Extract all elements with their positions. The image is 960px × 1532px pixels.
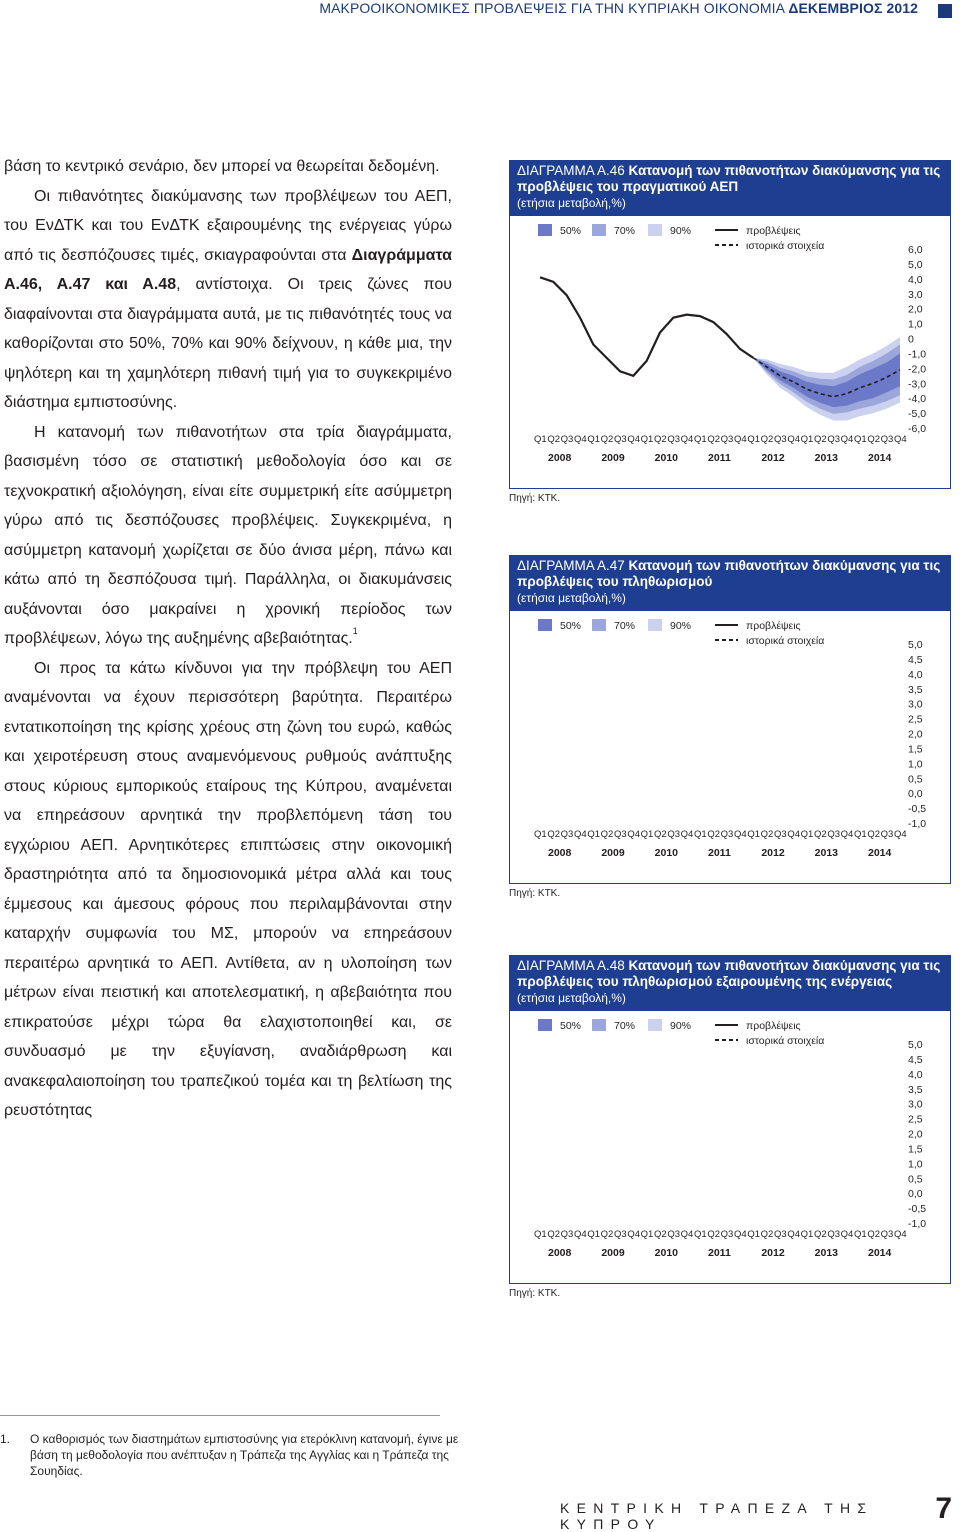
chart-a47 xyxy=(509,555,951,899)
legend-swatch-b50 xyxy=(538,1019,552,1031)
x-tick-quarter: Q3 xyxy=(614,1229,627,1240)
x-tick-quarter: Q4 xyxy=(787,829,801,840)
legend-historical-label: ιστορικά στοιχεία xyxy=(746,635,825,647)
x-tick-quarter: Q3 xyxy=(774,829,787,840)
x-tick-quarter: Q1 xyxy=(534,829,547,840)
x-tick-quarter: Q3 xyxy=(880,434,894,445)
legend-label-b70: 70% xyxy=(614,1020,636,1032)
x-tick-quarter: Q3 xyxy=(774,1229,787,1240)
legend-swatch-b70 xyxy=(592,619,606,631)
x-tick-quarter: Q1 xyxy=(587,1229,601,1240)
x-tick-quarter: Q3 xyxy=(774,434,787,445)
x-tick-quarter: Q2 xyxy=(547,1229,561,1240)
x-tick-quarter: Q3 xyxy=(667,1229,681,1240)
y-tick-label: 3,0 xyxy=(908,288,923,301)
x-tick-quarter: Q4 xyxy=(680,434,694,445)
x-tick-quarter: Q2 xyxy=(600,1229,614,1240)
x-tick-year: 2010 xyxy=(654,1247,679,1259)
x-tick-quarter: Q4 xyxy=(680,829,694,840)
x-tick-quarter: Q2 xyxy=(867,829,881,840)
x-tick-quarter: Q4 xyxy=(574,829,587,840)
x-tick-year: 2013 xyxy=(814,1247,839,1259)
x-tick-quarter: Q3 xyxy=(614,829,627,840)
historical-series-line xyxy=(540,277,753,375)
y-tick-label: 1,0 xyxy=(908,758,923,771)
chart-title-bar: ΔΙΑΓΡΑΜΜΑ Α.46 Κατανομή των πιθανοτήτων διακύμανσης για τις προβλέψεις του πραγματικού ΑΕΠ (ετήσια μεταβολή,%) xyxy=(509,160,951,215)
x-tick-quarter: Q4 xyxy=(734,829,747,840)
y-tick-label: 5,0 xyxy=(908,1039,923,1051)
legend-label-b90: 90% xyxy=(670,620,692,632)
legend-forecast-label: προβλέψεις xyxy=(746,225,801,237)
legend-swatch-b50 xyxy=(538,619,552,631)
x-tick-quarter: Q4 xyxy=(787,434,801,445)
chart-source: Πηγή: ΚΤΚ. xyxy=(509,1288,561,1299)
x-tick-quarter: Q1 xyxy=(694,1229,707,1240)
x-tick-quarter: Q1 xyxy=(694,829,707,840)
x-tick-quarter: Q3 xyxy=(827,434,841,445)
x-tick-year: 2012 xyxy=(761,1247,785,1259)
header-edition: ΔΕΚΕΜΒΡΙΟΣ 2012 xyxy=(788,0,918,16)
y-tick-label: -1,0 xyxy=(908,348,927,361)
x-tick-quarter: Q3 xyxy=(827,1229,841,1240)
x-tick-quarter: Q4 xyxy=(734,434,747,445)
y-tick-label: 2,5 xyxy=(908,1113,923,1126)
x-tick-quarter: Q1 xyxy=(747,1229,761,1240)
legend-historical-label: ιστορικά στοιχεία xyxy=(746,240,825,252)
y-tick-label: 0,5 xyxy=(908,1173,923,1186)
x-tick-quarter: Q1 xyxy=(747,829,761,840)
x-tick-quarter: Q2 xyxy=(707,434,721,445)
legend-label-b90: 90% xyxy=(670,1020,692,1032)
y-tick-label: 4,5 xyxy=(908,1053,923,1066)
x-tick-year: 2008 xyxy=(548,847,572,859)
x-tick-quarter: Q3 xyxy=(560,829,574,840)
y-tick-label: -5,0 xyxy=(908,408,927,421)
footnote-rule xyxy=(0,1415,440,1416)
x-tick-quarter: Q1 xyxy=(640,1229,654,1240)
y-tick-label: 3,5 xyxy=(908,683,923,696)
y-tick-label: 4,0 xyxy=(908,668,923,681)
y-tick-label: 3,0 xyxy=(908,698,923,711)
x-tick-year: 2010 xyxy=(654,452,679,464)
legend-historical-label: ιστορικά στοιχεία xyxy=(746,1035,825,1047)
body-text xyxy=(4,152,452,1126)
footnote-text: Ο καθορισμός των διαστημάτων εμπιστοσύνης για ετερόκλινη κατανομή, έγινε με βάση τη μεθοδολογία που ανέπτυξαν η Τράπεζα της Αγγλίας και η Τράπεζα της Σουηδίας. xyxy=(30,1432,459,1478)
legend-swatch-b50 xyxy=(538,224,552,236)
y-tick-label: 1,0 xyxy=(908,318,923,331)
x-tick-quarter: Q2 xyxy=(760,1229,774,1240)
x-tick-quarter: Q4 xyxy=(894,829,907,840)
footnote-marker: 1 xyxy=(352,626,358,636)
y-tick-label: 5,0 xyxy=(908,639,923,651)
x-tick-quarter: Q4 xyxy=(574,1229,587,1240)
x-tick-quarter: Q1 xyxy=(640,434,654,445)
x-tick-quarter: Q2 xyxy=(760,434,774,445)
x-tick-year: 2013 xyxy=(814,452,839,464)
legend-swatch-b90 xyxy=(648,619,662,631)
x-tick-quarter: Q3 xyxy=(614,434,627,445)
x-tick-quarter: Q1 xyxy=(587,434,601,445)
paragraph-1: βάση το κεντρικό σενάριο, δεν μπορεί να θεωρείται δεδομένη. xyxy=(4,158,440,175)
x-tick-quarter: Q4 xyxy=(894,434,907,445)
y-tick-label: -3,0 xyxy=(908,378,927,391)
x-tick-quarter: Q4 xyxy=(627,434,641,445)
y-tick-label: -4,0 xyxy=(908,393,927,406)
paragraph-2: Οι πιθανότητες διακύμανσης των προβλέψεων του ΑΕΠ, του ΕνΔΤΚ και του ΕνΔΤΚ εξαιρουμένης της ενέργειας γύρω από τις δεσπόζουσες τιμές, σκιαγραφούνται στα Διαγράμματα Α.46, Α.47 και Α.48, αντίστοιχα. Οι τρεις ζώνες που διαφαίνονται στα διαγράμματα αυτά, με τις πιθανότητές τους να καθορίζονται στο 50%, 70% και 90% δείχνουν, η κάθε μια, την ψηλότερη και τη χαμηλότερη πιθανή τιμή για το συγκεκριμένο διάστημα εμπιστοσύνης. xyxy=(4,187,453,411)
footer-bank-name: ΚΕΝΤΡΙΚΗ ΤΡΑΠΕΖΑ ΤΗΣ ΚΥΠΡΟΥ xyxy=(560,1500,874,1532)
x-tick-year: 2008 xyxy=(548,452,572,464)
x-tick-quarter: Q4 xyxy=(627,1229,641,1240)
chart-source: Πηγή: ΚΤΚ. xyxy=(509,888,561,899)
x-tick-quarter: Q3 xyxy=(720,434,734,445)
y-tick-label: 1,5 xyxy=(908,743,923,756)
chart-source: Πηγή: ΚΤΚ. xyxy=(509,493,561,504)
x-tick-year: 2014 xyxy=(868,452,892,464)
x-tick-quarter: Q2 xyxy=(814,829,827,840)
y-tick-label: 3,0 xyxy=(908,1098,923,1111)
y-tick-label: 1,0 xyxy=(908,1158,923,1171)
x-tick-quarter: Q1 xyxy=(800,1229,814,1240)
y-tick-label: -0,5 xyxy=(908,803,927,816)
x-tick-quarter: Q4 xyxy=(734,1229,747,1240)
legend-forecast-label: προβλέψεις xyxy=(746,1020,801,1032)
chart-frame xyxy=(509,215,951,489)
x-tick-quarter: Q1 xyxy=(640,829,654,840)
x-tick-quarter: Q2 xyxy=(707,829,721,840)
y-tick-label: 2,0 xyxy=(908,1128,923,1141)
x-tick-quarter: Q4 xyxy=(840,1229,854,1240)
page-number: 7 xyxy=(935,1492,952,1525)
x-tick-quarter: Q1 xyxy=(854,1229,867,1240)
x-tick-quarter: Q2 xyxy=(814,1229,827,1240)
x-tick-year: 2009 xyxy=(601,847,625,859)
x-tick-quarter: Q4 xyxy=(787,1229,801,1240)
x-tick-year: 2008 xyxy=(548,1247,572,1259)
x-tick-quarter: Q3 xyxy=(667,434,681,445)
chart-frame xyxy=(509,610,951,884)
y-tick-label: -0,5 xyxy=(908,1203,927,1216)
chart-title-bar: ΔΙΑΓΡΑΜΜΑ Α.48 Κατανομή των πιθανοτήτων διακύμανσης για τις προβλέψεις του πληθωρισμού εξαιρουμένης της ενέργειας (ετήσια μεταβολή,%) xyxy=(509,955,951,1010)
x-tick-quarter: Q2 xyxy=(654,434,667,445)
x-tick-quarter: Q4 xyxy=(574,434,587,445)
y-tick-label: -1,0 xyxy=(908,1218,927,1230)
x-tick-year: 2009 xyxy=(601,1247,625,1259)
paragraph-4: Οι προς τα κάτω κίνδυνοι για την πρόβλεψη του ΑΕΠ αναμένονται να έχουν περισσότερη βαρύτητα. Περαιτέρω εντατικοποίηση της κρίσης χρέους στη ζώνη του ευρώ, καθώς και χειροτέρευση στους αναμενόμενους ρυθμούς ανάπτυξης στους κύριους εμπορικούς εταίρους της Κύπρου, αναμένεται να επηρεάσουν αρνητικά την προβλεπόμενη τάση του εγχώριου ΑΕΠ. Αρνητικότερες επιπτώσεις στην οικονομική δραστηριότητα από τα δημοσιονομικά μέτρα αλλά και τους έμμεσους και άμεσους φόρους που περιλαμβάνονται στην καταρχήν συμφωνία του ΜΣ, μπορούν να επηρεάσουν περαιτέρω αρνητικά το ΑΕΠ. Αντίθετα, αν η υλοποίηση των μέτρων είναι πειστική και αποτελεσματική, η αβεβαιότητα που επικρατούσε μέχρι τώρα θα ελαχιστοποιηθεί και, σε συνδυασμό με την εξυγίανση, αναδιάρθρωση και ανακεφαλαιοποίηση του τραπεζικού τομέα και τη βελτίωση της ρευστότητας xyxy=(4,659,452,1119)
chart-title-bar: ΔΙΑΓΡΑΜΜΑ Α.47 Κατανομή των πιθανοτήτων διακύμανσης για τις προβλέψεις του πληθωρισμού (ετήσια μεταβολή,%) xyxy=(509,555,951,610)
y-tick-label: 4,0 xyxy=(908,273,923,286)
x-tick-quarter: Q4 xyxy=(680,1229,694,1240)
x-tick-quarter: Q3 xyxy=(880,829,894,840)
x-tick-quarter: Q3 xyxy=(720,1229,734,1240)
footnote xyxy=(0,1431,460,1479)
y-tick-label: 4,0 xyxy=(908,1068,923,1081)
x-tick-quarter: Q1 xyxy=(800,434,814,445)
x-tick-year: 2011 xyxy=(708,452,731,464)
x-tick-quarter: Q4 xyxy=(840,829,854,840)
x-tick-quarter: Q3 xyxy=(720,829,734,840)
header-square-marker xyxy=(938,4,952,18)
x-tick-quarter: Q3 xyxy=(560,434,574,445)
legend-label-b50: 50% xyxy=(560,620,582,632)
x-tick-quarter: Q1 xyxy=(694,434,707,445)
x-tick-year: 2014 xyxy=(868,1247,892,1259)
y-tick-label: 6,0 xyxy=(908,244,923,256)
x-tick-quarter: Q2 xyxy=(867,434,881,445)
x-tick-quarter: Q2 xyxy=(707,1229,721,1240)
y-tick-label: 3,5 xyxy=(908,1083,923,1096)
x-tick-year: 2009 xyxy=(601,452,625,464)
chart-a48 xyxy=(509,955,951,1299)
x-tick-year: 2014 xyxy=(868,847,892,859)
x-tick-quarter: Q2 xyxy=(654,1229,667,1240)
chart-reference: Διαγράμματα Α.46, Α.47 και Α.48 xyxy=(4,246,452,293)
legend-forecast-label: προβλέψεις xyxy=(746,620,801,632)
y-tick-label: 0,5 xyxy=(908,773,923,786)
x-tick-quarter: Q4 xyxy=(840,434,854,445)
x-tick-quarter: Q3 xyxy=(560,1229,574,1240)
x-tick-quarter: Q3 xyxy=(880,1229,894,1240)
legend-swatch-b90 xyxy=(648,224,662,236)
y-tick-label: -2,0 xyxy=(908,363,927,376)
legend-label-b50: 50% xyxy=(560,1020,582,1032)
paragraph-3: Η κατανομή των πιθανοτήτων στα τρία διαγράμματα, βασισμένη τόσο σε στατιστική μεθοδολογία όσο και σε τεχνοκρατική αξιολόγηση, είναι είτε συμμετρική είτε ασύμμετρη γύρω από τις δεσπόζουσες προβλέψεις. Συγκεκριμένα, η ασύμμετρη κατανομή χωρίζεται σε δύο άνισα μέρη, πάνω και κάτω από τη δεσπόζουσα τιμή. Παράλληλα, οι διακυμάνσεις αυξάνονται όσο μακραίνει η χρονική περίοδος των προβλέψεων, λόγω της αυξημένης αβεβαιότητας.$^1$ xyxy=(4,423,452,647)
chart-frame xyxy=(509,1010,951,1284)
x-tick-quarter: Q1 xyxy=(800,829,814,840)
x-tick-year: 2011 xyxy=(708,847,731,859)
legend-label-b50: 50% xyxy=(560,225,582,237)
x-tick-quarter: Q1 xyxy=(534,1229,547,1240)
y-tick-label: 0,0 xyxy=(908,1188,923,1201)
y-tick-label: -1,0 xyxy=(908,818,927,830)
legend-label-b70: 70% xyxy=(614,620,636,632)
x-tick-year: 2012 xyxy=(761,847,785,859)
chart-a46 xyxy=(509,160,951,504)
x-tick-year: 2012 xyxy=(761,452,785,464)
x-tick-quarter: Q2 xyxy=(600,434,614,445)
x-tick-quarter: Q4 xyxy=(627,829,641,840)
x-tick-quarter: Q1 xyxy=(534,434,547,445)
legend-swatch-b90 xyxy=(648,1019,662,1031)
x-tick-year: 2013 xyxy=(814,847,839,859)
x-tick-quarter: Q1 xyxy=(854,434,867,445)
footnote-number: 1. xyxy=(0,1432,11,1446)
legend-label-b70: 70% xyxy=(614,225,636,237)
y-tick-label: 4,5 xyxy=(908,653,923,666)
running-header xyxy=(300,0,944,22)
x-tick-quarter: Q2 xyxy=(867,1229,881,1240)
header-title: ΜΑΚΡΟΟΙΚΟΝΟΜΙΚΕΣ ΠΡΟΒΛΕΨΕΙΣ ΓΙΑ ΤΗΝ ΚΥΠΡΙΑΚΗ ΟΙΚΟΝΟΜΙΑ xyxy=(319,0,785,16)
y-tick-label: 2,5 xyxy=(908,713,923,726)
x-tick-quarter: Q2 xyxy=(654,829,667,840)
legend-label-b90: 90% xyxy=(670,225,692,237)
x-tick-quarter: Q2 xyxy=(760,829,774,840)
y-tick-label: 0 xyxy=(908,333,914,346)
y-tick-label: -6,0 xyxy=(908,423,927,435)
x-tick-quarter: Q3 xyxy=(827,829,841,840)
y-tick-label: 0,0 xyxy=(908,788,923,801)
y-tick-label: 5,0 xyxy=(908,258,923,271)
x-tick-quarter: Q4 xyxy=(894,1229,907,1240)
x-tick-quarter: Q1 xyxy=(854,829,867,840)
x-tick-quarter: Q3 xyxy=(667,829,681,840)
y-tick-label: 1,5 xyxy=(908,1143,923,1156)
x-tick-quarter: Q2 xyxy=(600,829,614,840)
x-tick-quarter: Q2 xyxy=(547,829,561,840)
x-tick-quarter: Q1 xyxy=(587,829,601,840)
y-tick-label: 2,0 xyxy=(908,303,923,316)
y-tick-label: 2,0 xyxy=(908,728,923,741)
x-tick-quarter: Q1 xyxy=(747,434,761,445)
legend-swatch-b70 xyxy=(592,1019,606,1031)
x-tick-year: 2010 xyxy=(654,847,679,859)
legend-swatch-b70 xyxy=(592,224,606,236)
x-tick-quarter: Q2 xyxy=(814,434,827,445)
x-tick-year: 2011 xyxy=(708,1247,731,1259)
x-tick-quarter: Q2 xyxy=(547,434,561,445)
